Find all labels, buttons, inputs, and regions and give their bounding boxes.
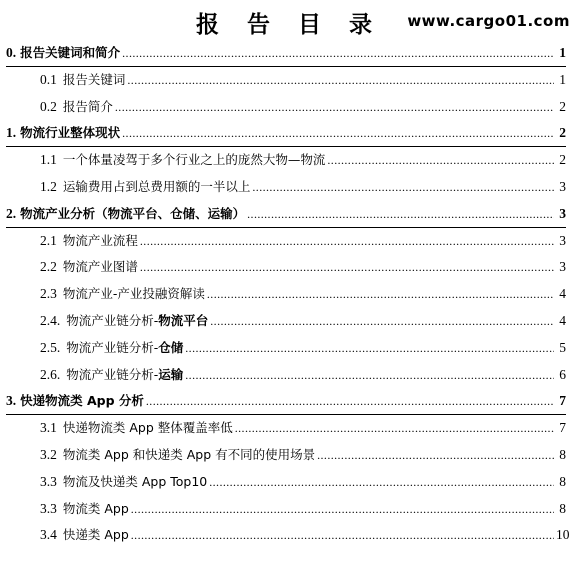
toc-entry-2-6[interactable] xyxy=(0,362,578,389)
toc-title: 物流产业图谱 xyxy=(62,259,138,275)
dot-leader xyxy=(185,335,554,362)
dot-leader xyxy=(140,228,554,255)
toc-page-number: 4 xyxy=(559,312,566,328)
toc-page-number: 2 xyxy=(559,98,566,114)
dot-leader xyxy=(122,120,554,147)
dot-leader xyxy=(122,40,554,67)
toc-number: 0.2 xyxy=(40,98,57,114)
toc-page-number: 7 xyxy=(559,420,566,436)
toc-title xyxy=(66,335,183,362)
toc-title: 物流产业流程 xyxy=(62,232,138,248)
toc-number: 2. xyxy=(6,205,17,221)
dot-leader xyxy=(252,174,554,201)
dot-leader xyxy=(235,415,554,442)
toc-entry-3-3[interactable] xyxy=(0,469,578,496)
toc-page-number: 3 xyxy=(559,259,566,275)
toc-entry-0-2[interactable] xyxy=(0,94,578,121)
toc-title: 报告简介 xyxy=(62,98,113,114)
toc-number: 1. xyxy=(6,125,17,141)
dot-leader xyxy=(115,94,554,121)
toc-number: 3. xyxy=(6,393,17,409)
dot-leader xyxy=(185,362,554,389)
toc-entry-2-3[interactable] xyxy=(0,281,578,308)
toc-entry-3-4[interactable] xyxy=(0,522,578,549)
toc-page-number: 1 xyxy=(559,71,566,87)
toc-title: 快递物流类 App 整体覆盖率低 xyxy=(62,420,233,436)
toc-number: 2.5. xyxy=(40,339,61,355)
toc-entry-2-4[interactable] xyxy=(0,308,578,335)
toc-page-number: 8 xyxy=(559,500,566,516)
toc-entry-1[interactable] xyxy=(0,120,578,147)
toc-number: 3.3 xyxy=(40,473,57,489)
toc-title: 快递物流类 App 分析 xyxy=(20,393,144,409)
toc-entry-0[interactable] xyxy=(0,40,578,67)
dot-leader xyxy=(247,201,554,228)
page-title: 报 告 目 录 xyxy=(195,12,383,38)
toc-number: 3.4 xyxy=(40,527,57,543)
toc-title-prefix: 物流产业链分析- xyxy=(66,339,159,355)
toc-number: 0.1 xyxy=(40,71,57,87)
site-watermark: www.cargo01.com xyxy=(407,12,570,30)
toc-title-bold: 运输 xyxy=(158,366,184,382)
toc-title: 物流及快递类 App Top10 xyxy=(62,473,208,489)
toc-number: 2.2 xyxy=(40,259,57,275)
toc-number: 0. xyxy=(6,45,17,60)
toc-title: 一个体量凌驾于多个行业之上的庞然大物—物流 xyxy=(62,152,326,168)
toc-title: 快递类 App xyxy=(62,527,129,543)
dot-leader xyxy=(317,442,554,469)
dot-leader xyxy=(210,308,554,335)
toc-page-number: 7 xyxy=(559,393,566,409)
toc-page-number: 5 xyxy=(559,339,566,355)
toc-number: 1.1 xyxy=(40,152,57,168)
toc-entry-3[interactable] xyxy=(0,388,578,415)
toc-page-number: 10 xyxy=(556,527,570,543)
dot-leader xyxy=(140,254,554,281)
toc-page-number: 2 xyxy=(559,125,566,141)
toc-page-number: 1 xyxy=(559,45,566,60)
toc-number: 1.2 xyxy=(40,178,57,194)
toc-number: 2.4. xyxy=(40,312,61,328)
toc-title-bold: 物流平台 xyxy=(158,312,209,328)
toc-page-number: 3 xyxy=(559,178,566,194)
toc-entry-2-1[interactable] xyxy=(0,228,578,255)
dot-leader xyxy=(209,469,554,496)
toc-title: 报告关键词和简介 xyxy=(20,45,121,60)
toc-entry-2-5[interactable] xyxy=(0,335,578,362)
toc-title: 物流行业整体现状 xyxy=(20,125,121,141)
toc-page-number: 3 xyxy=(559,205,566,221)
toc-entry-3-2[interactable] xyxy=(0,442,578,469)
table-of-contents xyxy=(0,40,578,549)
toc-entry-2[interactable] xyxy=(0,201,578,228)
toc-number: 2.3 xyxy=(40,286,57,302)
dot-leader xyxy=(207,281,554,308)
toc-number: 3.2 xyxy=(40,446,57,462)
toc-entry-3-3b[interactable] xyxy=(0,496,578,523)
dot-leader xyxy=(327,147,554,174)
toc-title xyxy=(66,308,208,335)
toc-title: 运输费用占到总费用额的一半以上 xyxy=(62,178,251,194)
toc-title: 报告关键词 xyxy=(62,71,126,87)
toc-page-number: 3 xyxy=(559,232,566,248)
toc-title-bold: 仓储 xyxy=(158,339,184,355)
toc-entry-1-2[interactable] xyxy=(0,174,578,201)
toc-page-number: 6 xyxy=(559,366,566,382)
toc-number: 3.1 xyxy=(40,420,57,436)
toc-number: 2.1 xyxy=(40,232,57,248)
toc-page-number: 8 xyxy=(559,473,566,489)
dot-leader xyxy=(131,496,554,523)
toc-page-number: 8 xyxy=(559,446,566,462)
dot-leader xyxy=(146,388,554,415)
toc-title-prefix: 物流产业链分析- xyxy=(66,312,159,328)
toc-entry-2-2[interactable] xyxy=(0,254,578,281)
toc-entry-3-1[interactable] xyxy=(0,415,578,442)
dot-leader xyxy=(131,522,554,549)
toc-entry-1-1[interactable] xyxy=(0,147,578,174)
toc-title: 物流产业-产业投融资解读 xyxy=(62,286,205,302)
toc-number: 3.3 xyxy=(40,500,57,516)
toc-page-number: 2 xyxy=(559,152,566,168)
toc-entry-0-1[interactable] xyxy=(0,67,578,94)
toc-title: 物流产业分析（物流平台、仓储、运输） xyxy=(20,205,246,221)
dot-leader xyxy=(127,67,554,94)
toc-title-prefix: 物流产业链分析- xyxy=(66,366,159,382)
toc-title: 物流类 App 和快递类 App 有不同的使用场景 xyxy=(62,446,316,462)
toc-number: 2.6. xyxy=(40,366,61,382)
toc-title xyxy=(66,362,183,389)
toc-page-number: 4 xyxy=(559,286,566,302)
toc-title: 物流类 App xyxy=(62,500,129,516)
